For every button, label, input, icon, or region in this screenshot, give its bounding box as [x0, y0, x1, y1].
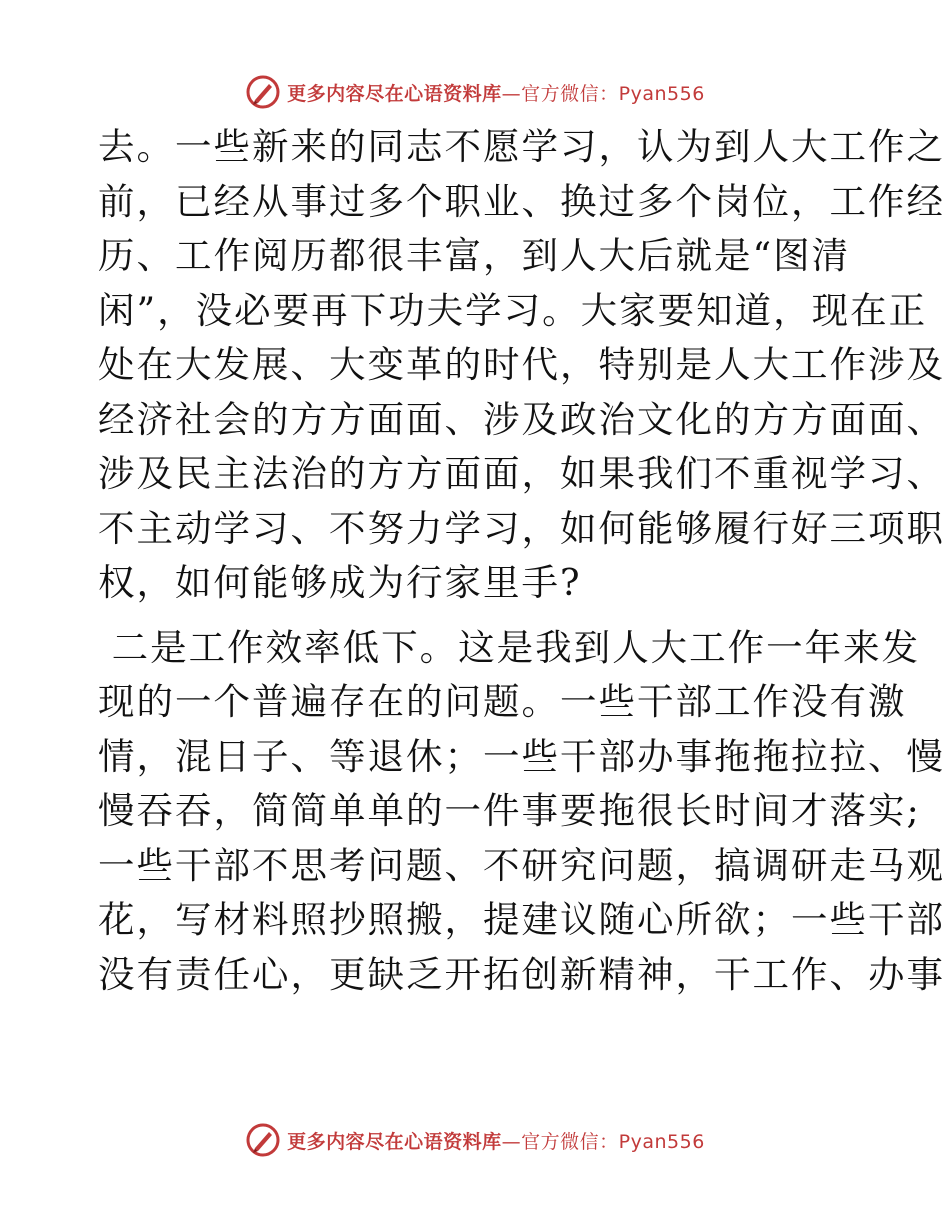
document-body: [98, 120, 945, 1002]
text-line: 处在大发展、大变革的时代，特别是人大工作涉及: [98, 343, 945, 386]
text-line: 闲”，没必要再下功夫学习。大家要知道，现在正: [98, 288, 928, 332]
paragraph: [98, 120, 945, 611]
paragraph: [98, 621, 945, 1003]
watermark-separator: —: [501, 82, 522, 105]
watermark-separator: —: [501, 1130, 522, 1153]
text-line: 一些干部不思考问题、不研究问题，搞调研走马观: [98, 843, 945, 887]
text-line: 去。一些新来的同志不愿学习，认为到人大工作之: [98, 125, 945, 168]
text-line: 权，如何能够成为行家里手?: [98, 561, 582, 604]
watermark-text: [287, 79, 705, 106]
text-line: 二是工作效率低下。这是我到人大工作一年来发: [98, 625, 921, 669]
paragraph-gap: [98, 611, 858, 621]
watermark-wechat: 官方微信：Pyan556: [521, 1130, 705, 1153]
text-line: 没有责任心，更缺乏开拓创新精神，干工作、办事: [98, 952, 945, 996]
text-line: 情，混日子、等退休；一些干部办事拖拖拉拉、慢: [98, 734, 945, 778]
header-watermark: [0, 72, 950, 112]
pen-logo-icon: [245, 74, 281, 110]
text-line: 慢吞吞，简简单单的一件事要拖很长时间才落实;: [98, 789, 921, 832]
watermark-main: 更多内容尽在心语资料库: [287, 1130, 502, 1153]
watermark-text: [287, 1127, 705, 1154]
text-line: 经济社会的方方面面、涉及政治文化的方方面面、: [98, 397, 945, 441]
watermark-wechat: 官方微信：Pyan556: [521, 82, 705, 105]
text-line: 现的一个普遍存在的问题。一些干部工作没有激: [98, 680, 907, 723]
text-line: 历、工作阅历都很丰富，到人大后就是“图清: [98, 234, 851, 277]
text-line: 涉及民主法治的方方面面，如果我们不重视学习、: [98, 452, 945, 495]
text-line: 花，写材料照抄照搬，提建议随心所欲；一些干部: [98, 898, 945, 941]
footer-watermark: [0, 1120, 950, 1160]
pen-logo-icon: [245, 1122, 281, 1158]
text-line: 不主动学习、不努力学习，如何能够履行好三项职: [98, 506, 945, 550]
watermark-main: 更多内容尽在心语资料库: [287, 82, 502, 105]
text-line: 前，已经从事过多个职业、换过多个岗位，工作经: [98, 179, 945, 223]
